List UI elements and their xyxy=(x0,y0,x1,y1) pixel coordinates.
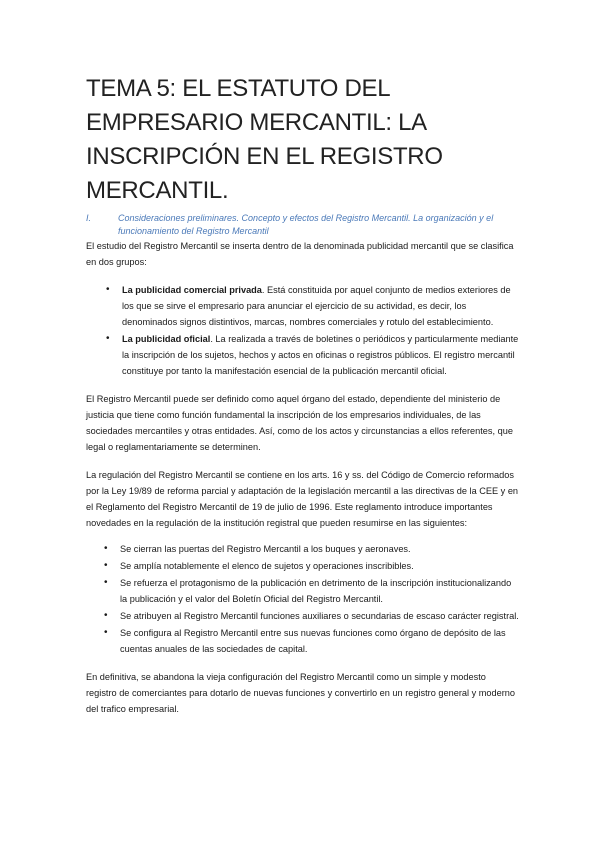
group-description: . Está constituida por aquel conjunto de medios exteriores de los que se sirve el empresario para anunciar el ejercicio de su actividad, es decir, los denominados signos distintivos, marcas, nombres comerciales y rotulo del establecimiento. xyxy=(122,285,511,327)
publicity-groups-list xyxy=(106,282,519,379)
regulation-paragraph: La regulación del Registro Mercantil se contiene en los arts. 16 y ss. del Código de Comercio reformados por la Ley 19/89 de reforma parcial y adaptación de la legislación mercantil a las directivas de la CEE y en el Reglamento del Registro Mercantil de 19 de julio de 1996. Este reglamento introduce importantes novedades en la regulación de la institución registral que pueden resumirse en las siguientes: xyxy=(86,470,519,528)
bullet-icon: • xyxy=(104,610,108,621)
list-item-text: Se atribuyen al Registro Mercantil funciones auxiliares o secundarias de escaso carácter registral. xyxy=(120,611,519,621)
list-item xyxy=(106,331,519,379)
bullet-icon: • xyxy=(104,560,108,571)
list-item xyxy=(104,558,519,574)
list-item-text: Se cierran las puertas del Registro Mercantil a los buques y aeronaves. xyxy=(120,544,411,554)
list-item-text: Se amplía notablemente el elenco de sujetos y operaciones inscribibles. xyxy=(120,561,414,571)
group-description: . La realizada a través de boletines o periódicos y particularmente mediante la inscripción de los sujetos, hechos y actos en oficinas o registros públicos. El registro mercantil constituye por tanto la manifestación esencial de la publicación mercantil oficial. xyxy=(122,334,519,376)
list-item xyxy=(104,541,519,557)
list-item xyxy=(104,608,519,624)
conclusion-paragraph: En definitiva, se abandona la vieja configuración del Registro Mercantil como un simple y modesto registro de comerciantes para dotarlo de nuevas funciones y convertirlo en un registro general y moderno del trafico empresarial. xyxy=(86,672,515,714)
list-item xyxy=(104,575,519,607)
bullet-icon: • xyxy=(104,543,108,554)
list-item xyxy=(106,282,519,330)
document-title: TEMA 5: EL ESTATUTO DEL EMPRESARIO MERCANTIL: LA INSCRIPCIÓN EN EL REGISTRO MERCANTIL. xyxy=(86,75,443,204)
bullet-icon: • xyxy=(106,284,110,295)
definition-paragraph: El Registro Mercantil puede ser definido como aquel órgano del estado, dependiente del ministerio de justicia que tiene como función fundamental la inscripción de los empresarios individuales, de las sociedades mercantiles y otras entidades. Así, como de los actos y circunstancias a ellos referentes, que legal o reglamentariamente se determinen. xyxy=(86,394,513,452)
section-heading-text: Consideraciones preliminares. Concepto y efectos del Registro Mercantil. La organización y el funcionamiento del Registro Mercantil xyxy=(118,213,494,236)
bullet-icon: • xyxy=(106,333,110,344)
bullet-icon: • xyxy=(104,627,108,638)
group-term: La publicidad comercial privada xyxy=(122,285,262,295)
list-item-text: Se configura al Registro Mercantil entre sus nuevas funciones como órgano de depósito de las cuentas anuales de las sociedades de capital. xyxy=(120,628,506,654)
section-number: I. xyxy=(86,213,92,223)
section-heading xyxy=(86,212,519,238)
intro-paragraph: El estudio del Registro Mercantil se inserta dentro de la denominada publicidad mercantil que se clasifica en dos grupos: xyxy=(86,241,514,267)
list-item xyxy=(104,625,519,657)
group-term: La publicidad oficial xyxy=(122,334,211,344)
novedades-list xyxy=(104,541,519,657)
bullet-icon: • xyxy=(104,577,108,588)
list-item-text: Se refuerza el protagonismo de la publicación en detrimento de la inscripción institucionalizando la publicación y el valor del Boletín Oficial del Registro Mercantil. xyxy=(120,578,512,604)
